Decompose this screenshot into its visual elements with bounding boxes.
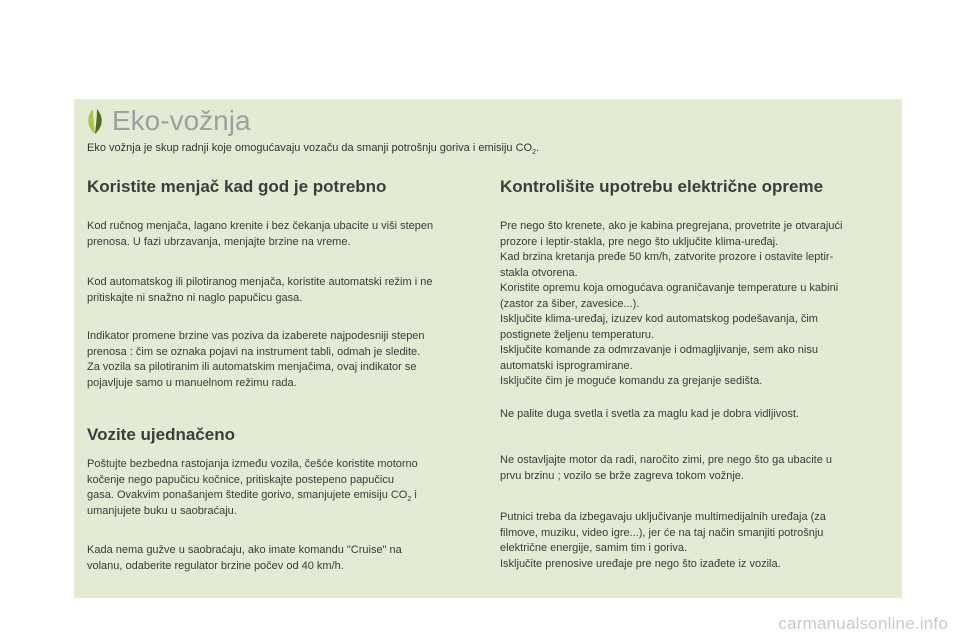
- watermark: carmanualsonline.info: [778, 614, 948, 633]
- title-row: [84, 104, 251, 138]
- heading-electrical: Kontrolišite upotrebu električne opreme: [500, 177, 824, 196]
- paragraph-automatic-gearbox: Kod automatskog ili pilotiranog menjača, koristite automatski režim i ne pritiskajte ni snažno ni naglo papučicu gasa.: [87, 276, 433, 304]
- paragraph-lights: Ne palite duga svetla i svetla za maglu kad je dobra vidljivost.: [500, 408, 799, 420]
- intro-end: .: [536, 142, 540, 154]
- paragraph-multimedia: Putnici treba da izbegavaju uključivanje multimedijalnih uređaja (za filmove, muziku, video igre...), jer će na taj način smanjiti potrošnju električne energije, samim tim i goriva. Isključite prenosive uređaje pre nego što izađete iz vozila.: [500, 511, 826, 570]
- safe-distance-main: Poštujte bezbedna rastojanja između vozila, češće koristite motorno kočenje nego papučicu kočnice, pritiskajte postepeno papučicu gasa. Ovakvim ponašanjem štedite gorivo, smanjujete emisiju CO: [87, 458, 418, 501]
- paragraph-engine-idle: Ne ostavljajte motor da radi, naročito zimi, pre nego što ga ubacite u prvu brzinu ; vozilo se brže zagreva tokom vožnje.: [500, 454, 833, 482]
- paragraph-ventilation: Pre nego što krenete, ako je kabina pregrejana, provetrite je otvarajući prozore i leptir-stakla, pre nego što uključite klima-uređaj. Kad brzina kretanja pređe 50 km/h, zatvorite prozore i ostavite leptir- stakla otvorena. Koristite opremu koja omogućava ograničavanje temperature u kabini (zastor za šiber, zavesice...). Isključite klima-uređaj, izuzev kod automatskog podešavanja, čim postignete željenu temperaturu. Isključite komande za odmrzavanje i odmagljivanje, sem ako nisu automatski isprogramirane. Isključite čim je moguće komandu za grejanje sedišta.: [500, 220, 843, 387]
- intro-subscript: 2: [532, 149, 537, 157]
- intro-text: [87, 141, 887, 155]
- leaf-icon: [84, 107, 106, 135]
- paragraph-manual-gearbox: Kod ručnog menjača, lagano krenite i bez čekanja ubacite u viši stepen prenosa. U fazi ubrzavanja, menjajte brzine na vreme.: [87, 220, 434, 248]
- page-title: Eko-vožnja: [112, 105, 251, 136]
- intro-main: Eko vožnja je skup radnji koje omogućavaju vozaču da smanji potrošnju goriva i emisiju CO: [87, 142, 533, 154]
- paragraph-safe-distance: [87, 457, 418, 519]
- safe-distance-subscript: 2: [407, 496, 412, 504]
- safe-distance-end: i umanjujete buku u saobraćaju.: [87, 489, 417, 517]
- paragraph-shift-indicator: Indikator promene brzine vas poziva da izaberete najpodesniji stepen prenosa : čim se oznaka pojavi na instrument tabli, odmah je sledite. Za vozila sa pilotiranim ili automatskim menjačima, ovaj indikator se pojavljuje samo u manuelnom režimu rada.: [87, 330, 425, 389]
- heading-drive-smoothly: Vozite ujednačeno: [87, 425, 235, 444]
- heading-gears: Koristite menjač kad god je potrebno: [87, 177, 387, 196]
- paragraph-cruise: Kada nema gužve u saobraćaju, ako imate komandu "Cruise" na volanu, odaberite regulator brzine počev od 40 km/h.: [87, 544, 402, 572]
